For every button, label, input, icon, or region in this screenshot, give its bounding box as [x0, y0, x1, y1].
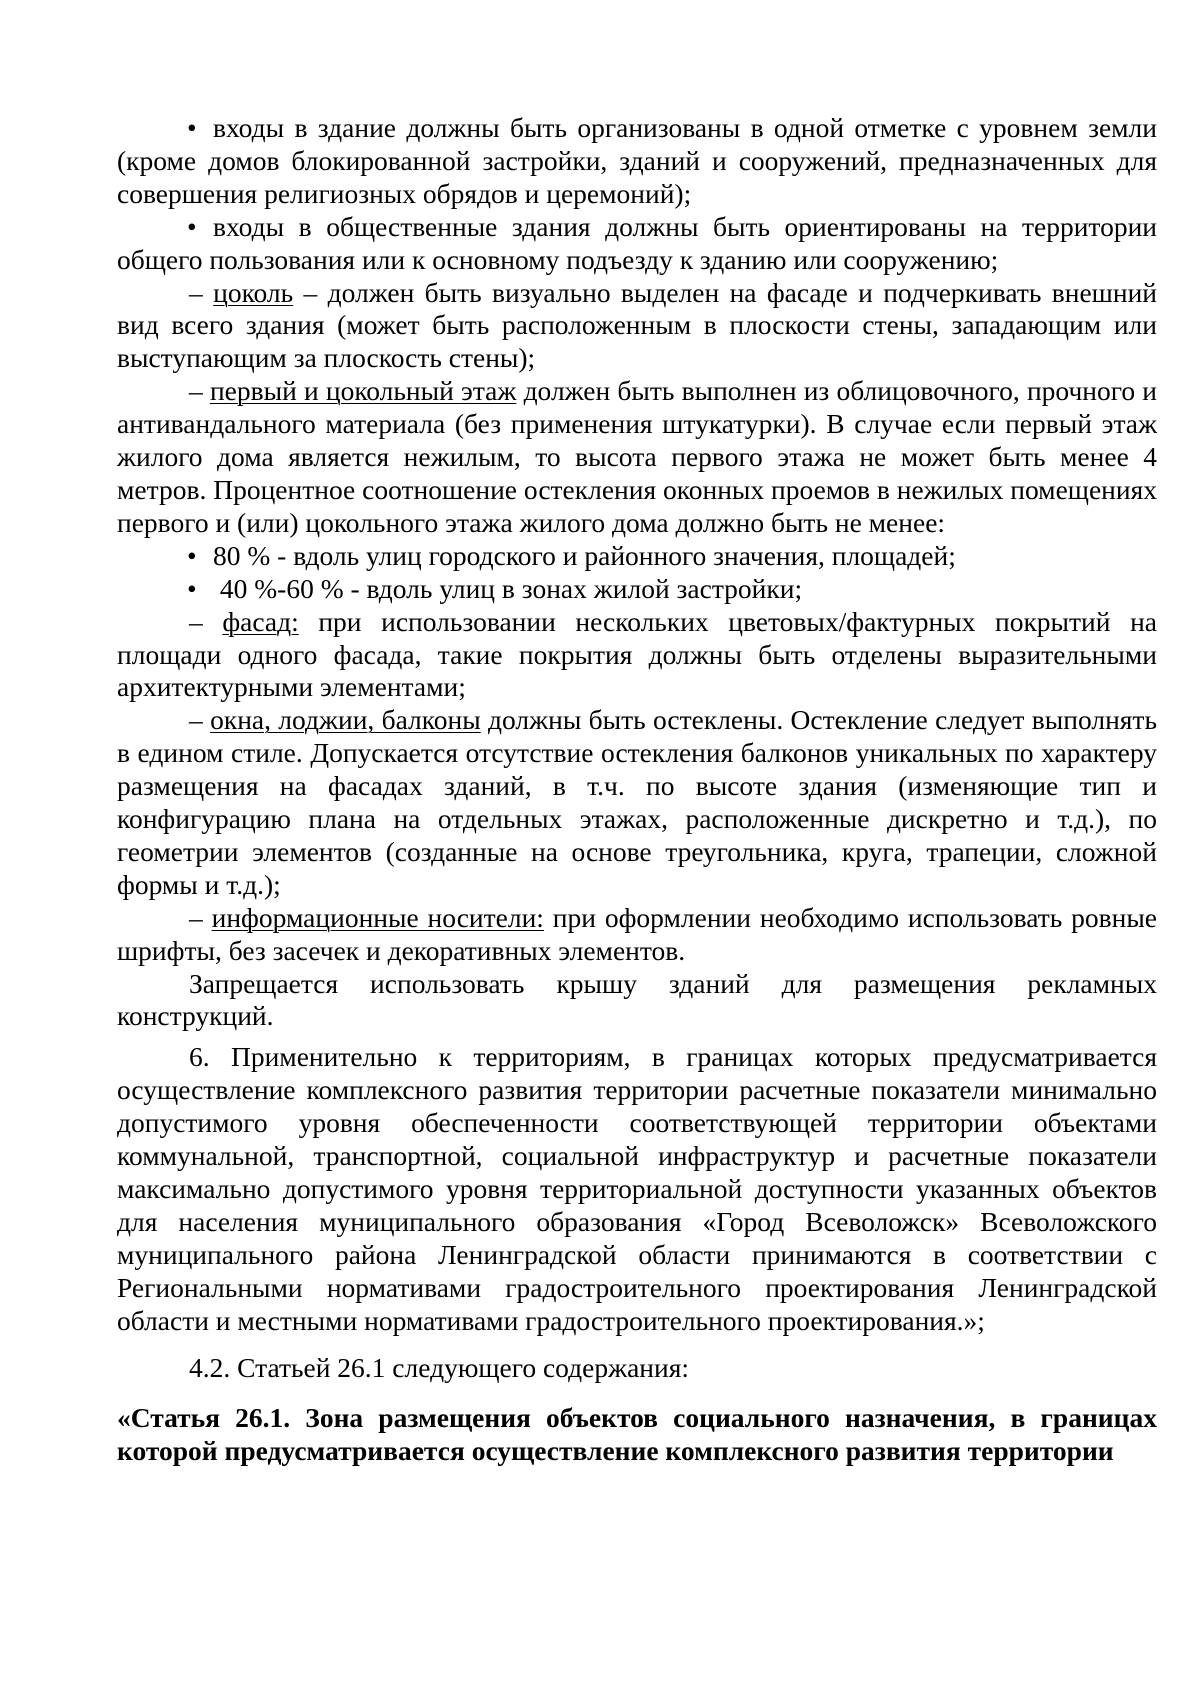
paragraph-info-carriers — [117, 902, 1157, 968]
paragraph-plinth — [117, 277, 1157, 376]
paragraph-roof-ban: Запрещается использовать крышу зданий для размещения рекламных конструкций. — [117, 967, 1157, 1032]
article-heading: «Статья 26.1. Зона размещения объектов социального назначения, в границах которой предусматривается осуществление комплексного развития территории — [117, 1402, 1157, 1467]
term-info-carriers: информационные носители: — [211, 901, 544, 933]
paragraph-text: – должен быть визуально выделен на фасаде и подчеркивать внешний вид всего здания (может быть расположенным в плоскости стены, западающим или выступающим за плоскость стены); — [117, 276, 1158, 374]
term-facade: фасад: — [222, 605, 299, 637]
bullet-marker: • — [187, 112, 197, 143]
paragraph-text: 80 % - вдоль улиц городского и районного значения, площадей; — [213, 539, 956, 571]
paragraph-text: входы в здание должны быть организованы в одной отметке с уровнем земли (кроме домов блокированной застройки, зданий и сооружений, предназначенных для совершения религиозных обрядов и церемоний); — [117, 112, 1157, 209]
term-plinth: цоколь — [213, 276, 294, 308]
bullet-paragraph-40-60-percent — [117, 573, 1157, 606]
term-windows: окна, лоджии, балконы — [210, 704, 481, 736]
paragraph-text: 40 %-60 % - вдоль улиц в зонах жилой застройки; — [213, 572, 803, 604]
paragraph-text: при использовании нескольких цветовых/фактурных покрытий на площади одного фасада, такие покрытия должны быть отделены выразительными архитектурными элементами; — [117, 605, 1157, 703]
bullet-paragraph-entrances-orientation — [117, 211, 1157, 277]
bullet-paragraph-entrances-level — [117, 112, 1157, 211]
paragraph-text: должны быть остеклены. Остекление следует выполнять в едином стиле. Допускается отсутствие остекления балконов уникальных по характеру размещения на фасадах зданий, в т.ч. по высоте здания (изменяющие тип и конфигурацию плана на отдельных этажах, расположенные дискретно и т.д.), по геометрии элементов (созданные на основе треугольника, круга, трапеции, сложной формы и т.д.); — [117, 704, 1157, 900]
paragraph-first-floor — [117, 375, 1157, 540]
dash-marker: – — [189, 276, 203, 308]
dash-marker: – — [189, 605, 203, 637]
bullet-marker: • — [187, 572, 197, 604]
paragraph-item-6: 6. Применительно к территориям, в границах которых предусматривается осуществление комплексного развития территории расчетные показатели минимально допустимого уровня обеспеченности соответствующей территории объектами коммунальной, транспортной, социальной инфраструктур и расчетные показатели максимально допустимого уровня территориальной доступности указанных объектов для населения муниципального образования «Город Всеволожск» Всеволожского муниципального района Ленинградской области принимаются в соответствии с Региональными нормативами градостроительного проектирования Ленинградской области и местными нормативами градостроительного проектирования.»; — [117, 1041, 1157, 1336]
dash-marker: – — [189, 704, 203, 736]
bullet-paragraph-80-percent — [117, 540, 1157, 573]
paragraph-windows — [117, 704, 1157, 901]
dash-marker: – — [189, 901, 203, 933]
paragraph-text: входы в общественные здания должны быть ориентированы на территории общего пользования или к основному подъезду к зданию или сооружению; — [117, 210, 1157, 275]
document-page — [117, 112, 1157, 1468]
dash-marker: – — [189, 375, 203, 407]
paragraph-4-2: 4.2. Статьей 26.1 следующего содержания: — [189, 1351, 690, 1383]
term-first-floor: первый и цокольный этаж — [209, 375, 517, 407]
paragraph-text: при оформлении необходимо использовать ровные шрифты, без засечек и декоративных элементов. — [117, 901, 1158, 966]
bullet-marker: • — [187, 210, 197, 242]
bullet-marker: • — [187, 539, 197, 571]
paragraph-facade — [117, 606, 1157, 705]
paragraph-text: должен быть выполнен из облицовочного, прочного и антивандального материала (без применения штукатурки). В случае если первый этаж жилого дома является нежилым, то высота первого этажа не может быть менее 4 метров. Процентное соотношение остекления оконных проемов в нежилых помещениях первого и (или) цокольного этажа жилого дома должно быть не менее: — [117, 375, 1157, 538]
